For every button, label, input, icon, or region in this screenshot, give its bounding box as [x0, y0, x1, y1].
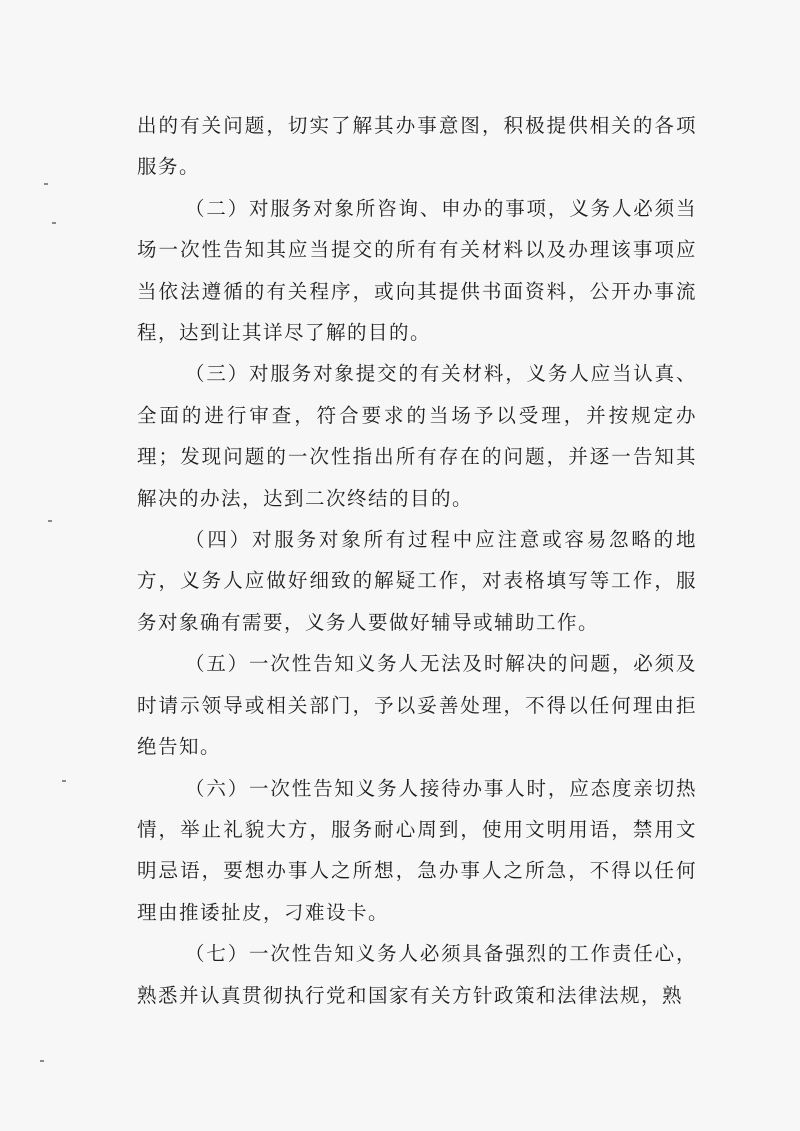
document-body [137, 105, 697, 1016]
paragraph: （四）对服务对象所有过程中应注意或容易忽略的地方，义务人应做好细致的解疑工作，对表格填写等工作，服务对象确有需要，义务人要做好辅导或辅助工作。 [137, 528, 697, 634]
scan-speck [52, 222, 56, 224]
scan-speck [44, 183, 48, 185]
paragraph: （七）一次性告知义务人必须具备强烈的工作责任心，熟悉并认真贯彻执行党和国家有关方针政策和法律法规，熟 [137, 942, 697, 1007]
paragraph: （五）一次性告知义务人无法及时解决的问题，必须及时请示领导或相关部门，予以妥善处理，不得以任何理由拒绝告知。 [137, 652, 697, 759]
scan-speck [40, 1060, 44, 1062]
paragraph: （二）对服务对象所咨询、申办的事项，义务人必须当场一次性告知其应当提交的所有有关材料以及办理该事项应当依法遵循的有关程序，或向其提供书面资料，公开办事流程，达到让其详尽了解的目的。 [137, 196, 697, 345]
paragraph: （三）对服务对象提交的有关材料，义务人应当认真、全面的进行审查，符合要求的当场予以受理，并按规定办理；发现问题的一次性指出所有存在的问题，并逐一告知其解决的办法，达到二次终结的目的。 [137, 362, 697, 510]
scan-speck [48, 520, 52, 522]
paragraph: （六）一次性告知义务人接待办事人时，应态度亲切热情，举止礼貌大方，服务耐心周到，使用文明用语，禁用文明忌语，要想办事人之所想，急办事人之所急，不得以任何理由推诿扯皮，刁难设卡。 [137, 776, 697, 924]
paragraph: 出的有关问题，切实了解其办事意图，积极提供相关的各项服务。 [137, 114, 697, 179]
scan-speck [62, 780, 66, 782]
